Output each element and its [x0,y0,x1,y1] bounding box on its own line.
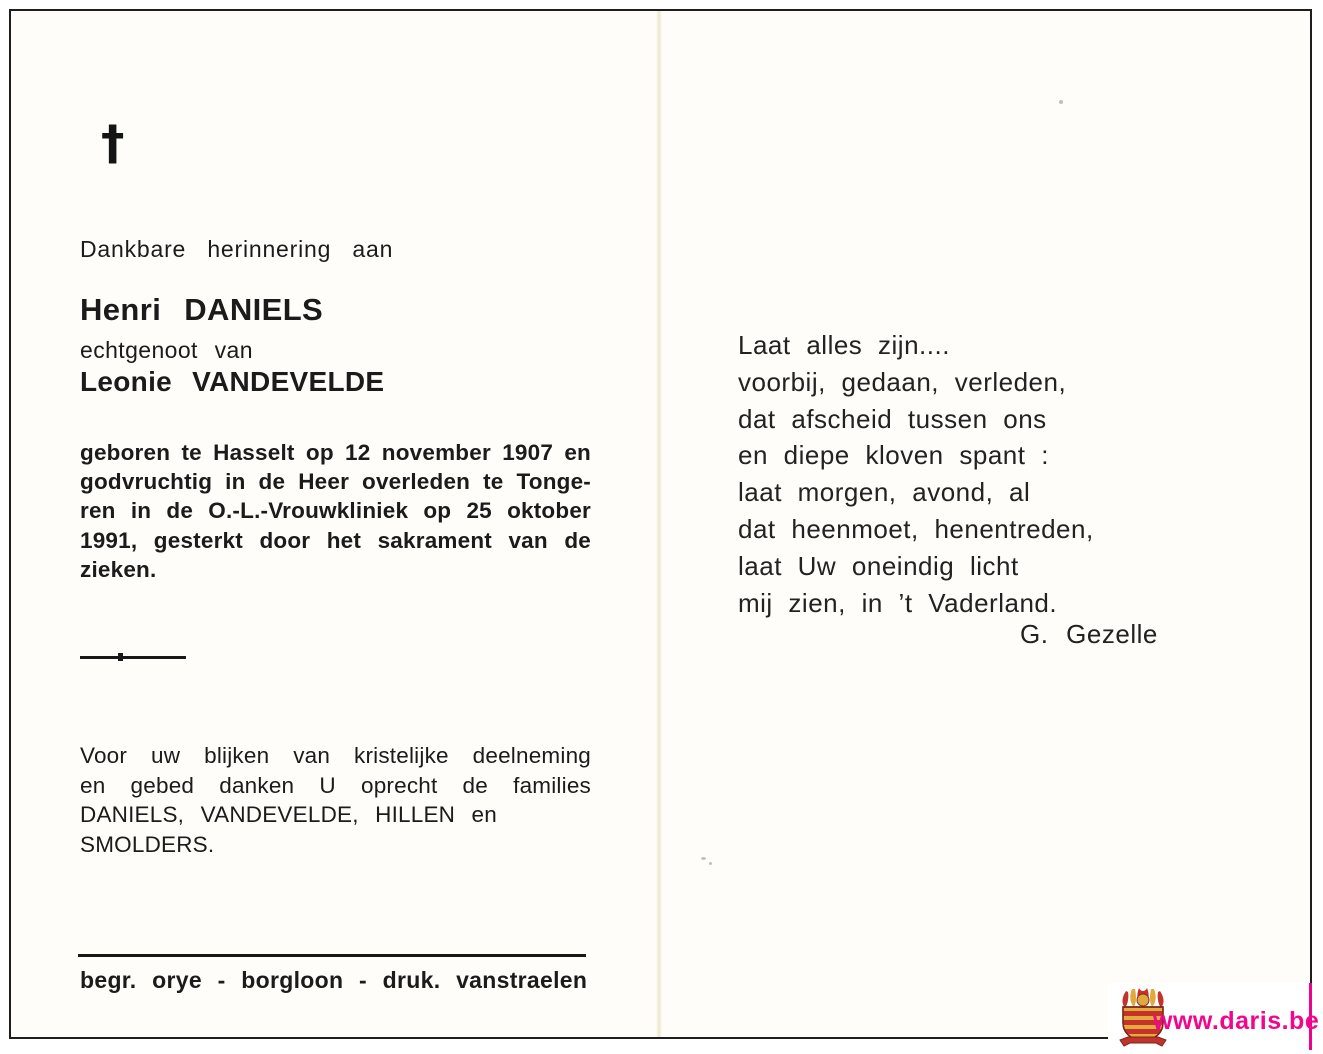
card-fold-line [656,11,662,1037]
poem-line: laat morgen, avond, al [738,477,1031,508]
thanks-paragraph [80,741,591,859]
thanks-line: Voor uw blijken van kristelijke deelneming [80,743,591,768]
divider-tick [118,653,123,661]
poem-attribution: G. Gezelle [1020,619,1158,649]
bio-paragraph [80,438,591,584]
poem-line: en diepe kloven spant : [738,440,1049,471]
imprint-rule [78,954,586,957]
intro-text: Dankbare herinnering aan [80,236,394,262]
thanks-line: DANIELS, VANDEVELDE, HILLEN en [80,802,497,828]
imprint-text: begr. orye - borgloon - druk. vanstraelen [80,967,588,993]
bio-line: geboren te Hasselt op 12 november 1907 en [80,440,591,465]
poem-line: dat afscheid tussen ons [738,403,1047,434]
divider-rule [80,656,186,659]
bio-line: ren in de O.-L.-Vrouwkliniek op 25 oktober [80,498,591,524]
spouse-name: Leonie VANDEVELDE [80,366,385,397]
poem-line: mij zien, in ’t Vaderland. [738,587,1058,618]
bio-line: zieken. [80,556,157,582]
poem [738,327,1094,621]
deceased-name: Henri DANIELS [80,292,324,327]
thanks-line: SMOLDERS. [80,831,215,857]
scan-speck [701,857,706,860]
scan-speck [709,862,712,865]
thanks-line: en gebed danken U oprecht de families [80,772,591,798]
poem-line: Laat alles zijn.... [738,330,950,360]
poem-line: laat Uw oneindig licht [738,550,1019,581]
poem-line: dat heenmoet, henentreden, [738,513,1094,544]
watermark-url: www.daris.be [1153,1007,1320,1035]
bio-line: 1991, gesterkt door het sakrament van de [80,527,591,553]
scan-speck [1059,100,1063,104]
cross-icon: † [101,116,125,171]
poem-line: voorbij, gedaan, verleden, [738,366,1067,397]
relation-text: echtgenoot van [80,337,253,363]
bio-line: godvruchtig in de Heer overleden te Tonge- [80,469,591,495]
